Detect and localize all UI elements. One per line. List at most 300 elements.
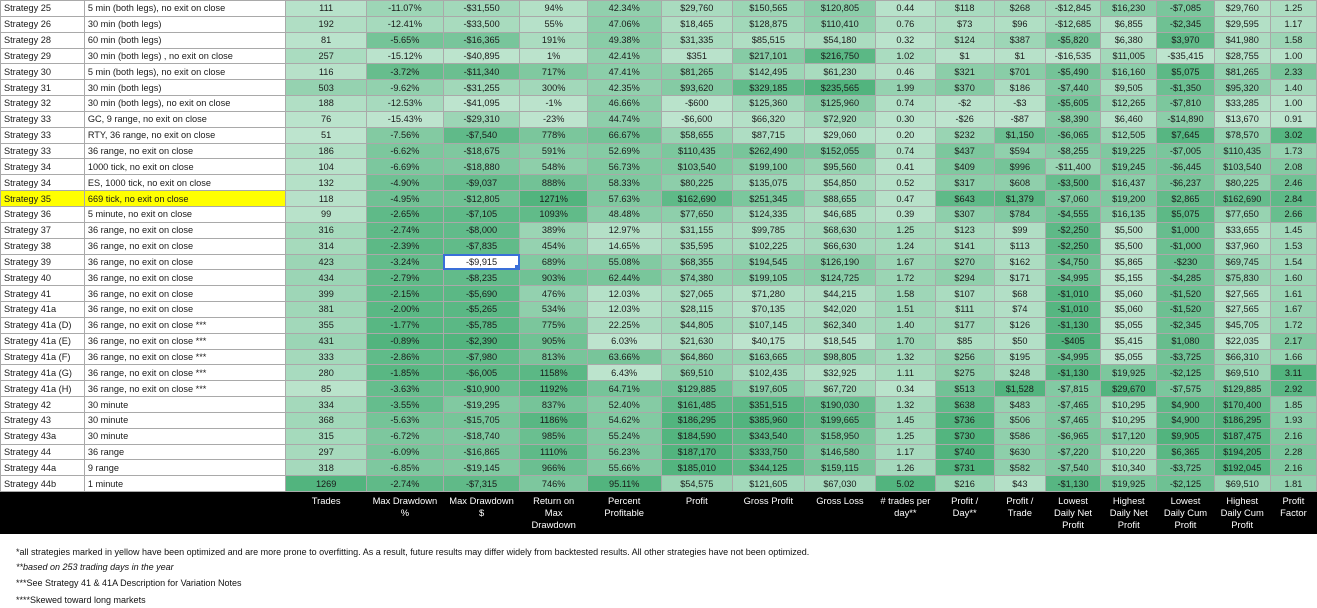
metric-cell[interactable]: 14.65% [587, 238, 661, 254]
metric-cell[interactable]: -4.95% [367, 191, 444, 207]
metric-cell[interactable]: 57.63% [587, 191, 661, 207]
strategy-description-cell[interactable]: 30 minute [84, 412, 285, 428]
metric-cell[interactable]: $186 [994, 80, 1045, 96]
metric-cell[interactable]: -$1,130 [1045, 476, 1100, 492]
metric-cell[interactable]: $29,760 [661, 1, 733, 17]
metric-cell[interactable]: 63.66% [587, 349, 661, 365]
column-header[interactable]: Gross Profit [733, 492, 805, 534]
metric-cell[interactable]: -3.24% [367, 254, 444, 270]
metric-cell[interactable]: $68,630 [804, 222, 876, 238]
metric-cell[interactable]: $125,960 [804, 96, 876, 112]
metric-cell[interactable]: 399 [286, 286, 367, 302]
metric-cell[interactable]: $187,170 [661, 444, 733, 460]
metric-cell[interactable]: $262,490 [733, 143, 805, 159]
metric-cell[interactable]: 95.11% [587, 476, 661, 492]
metric-cell[interactable]: -2.74% [367, 476, 444, 492]
metric-cell[interactable]: 297 [286, 444, 367, 460]
strategy-description-cell[interactable]: ES, 1000 tick, no exit on close [84, 175, 285, 191]
strategy-description-cell[interactable]: 1000 tick, no exit on close [84, 159, 285, 175]
metric-cell[interactable]: 2.16 [1270, 428, 1316, 444]
metric-cell[interactable]: $124,335 [733, 206, 805, 222]
strategy-description-cell[interactable]: 36 range, no exit on close [84, 254, 285, 270]
metric-cell[interactable]: -$14,890 [1157, 111, 1214, 127]
metric-cell[interactable]: $10,220 [1101, 444, 1157, 460]
metric-cell[interactable]: $351 [661, 48, 733, 64]
metric-cell[interactable]: $171 [994, 270, 1045, 286]
metric-cell[interactable]: -$5,265 [443, 302, 520, 318]
metric-cell[interactable]: $5,500 [1101, 222, 1157, 238]
column-header[interactable] [1, 492, 85, 534]
metric-cell[interactable]: 503 [286, 80, 367, 96]
metric-cell[interactable]: $146,580 [804, 444, 876, 460]
metric-cell[interactable]: 389% [520, 222, 587, 238]
strategy-name-cell[interactable]: Strategy 33 [1, 111, 85, 127]
metric-cell[interactable]: 1.73 [1270, 143, 1316, 159]
metric-cell[interactable]: $370 [935, 80, 994, 96]
strategy-description-cell[interactable]: 60 min (both legs) [84, 32, 285, 48]
metric-cell[interactable]: $329,185 [733, 80, 805, 96]
metric-cell[interactable]: $44,805 [661, 317, 733, 333]
column-header[interactable]: Max Drawdown % [367, 492, 444, 534]
metric-cell[interactable]: 44.74% [587, 111, 661, 127]
metric-cell[interactable]: 99 [286, 206, 367, 222]
metric-cell[interactable]: $85 [935, 333, 994, 349]
metric-cell[interactable]: $5,055 [1101, 349, 1157, 365]
metric-cell[interactable]: $129,885 [1214, 381, 1270, 397]
strategy-description-cell[interactable]: 9 range [84, 460, 285, 476]
metric-cell[interactable]: $72,920 [804, 111, 876, 127]
metric-cell[interactable]: 0.20 [876, 127, 935, 143]
metric-cell[interactable]: -$15,705 [443, 412, 520, 428]
strategy-name-cell[interactable]: Strategy 34 [1, 159, 85, 175]
metric-cell[interactable]: -$7,060 [1045, 191, 1100, 207]
metric-cell[interactable]: $77,650 [1214, 206, 1270, 222]
metric-cell[interactable]: $152,055 [804, 143, 876, 159]
metric-cell[interactable]: -1.77% [367, 317, 444, 333]
metric-cell[interactable]: $5,155 [1101, 270, 1157, 286]
metric-cell[interactable]: 3.02 [1270, 127, 1316, 143]
metric-cell[interactable]: $16,437 [1101, 175, 1157, 191]
metric-cell[interactable]: $66,320 [733, 111, 805, 127]
metric-cell[interactable]: 0.39 [876, 206, 935, 222]
metric-cell[interactable]: -$7,810 [1157, 96, 1214, 112]
metric-cell[interactable]: $387 [994, 32, 1045, 48]
metric-cell[interactable]: $99 [994, 222, 1045, 238]
metric-cell[interactable]: 2.33 [1270, 64, 1316, 80]
metric-cell[interactable]: $29,595 [1214, 16, 1270, 32]
metric-cell[interactable]: -1.85% [367, 365, 444, 381]
metric-cell[interactable]: -$6,005 [443, 365, 520, 381]
metric-cell[interactable]: -2.15% [367, 286, 444, 302]
strategy-name-cell[interactable]: Strategy 43 [1, 412, 85, 428]
metric-cell[interactable]: 985% [520, 428, 587, 444]
metric-cell[interactable]: -3.72% [367, 64, 444, 80]
metric-cell[interactable]: $22,035 [1214, 333, 1270, 349]
metric-cell[interactable]: $73 [935, 16, 994, 32]
metric-cell[interactable]: $162 [994, 254, 1045, 270]
metric-cell[interactable]: -2.74% [367, 222, 444, 238]
metric-cell[interactable]: 315 [286, 428, 367, 444]
metric-cell[interactable]: 813% [520, 349, 587, 365]
metric-cell[interactable]: 42.35% [587, 80, 661, 96]
metric-cell[interactable]: $19,225 [1101, 143, 1157, 159]
strategy-name-cell[interactable]: Strategy 25 [1, 1, 85, 17]
metric-cell[interactable]: $98,805 [804, 349, 876, 365]
metric-cell[interactable]: $1 [994, 48, 1045, 64]
strategy-description-cell[interactable]: 669 tick, no exit on close [84, 191, 285, 207]
strategy-name-cell[interactable]: Strategy 39 [1, 254, 85, 270]
strategy-name-cell[interactable]: Strategy 37 [1, 222, 85, 238]
metric-cell[interactable]: 1271% [520, 191, 587, 207]
metric-cell[interactable]: -$7,540 [443, 127, 520, 143]
metric-cell[interactable]: $95,320 [1214, 80, 1270, 96]
metric-cell[interactable]: $186,295 [1214, 412, 1270, 428]
metric-cell[interactable]: $96 [994, 16, 1045, 32]
metric-cell[interactable]: 355 [286, 317, 367, 333]
column-header[interactable]: Profit / Trade [994, 492, 1045, 534]
metric-cell[interactable]: -$11,340 [443, 64, 520, 80]
metric-cell[interactable]: $28,755 [1214, 48, 1270, 64]
metric-cell[interactable]: 52.40% [587, 397, 661, 413]
metric-cell[interactable]: 1.25 [876, 222, 935, 238]
metric-cell[interactable]: 55% [520, 16, 587, 32]
metric-cell[interactable]: $42,020 [804, 302, 876, 318]
metric-cell[interactable]: -$2,345 [1157, 317, 1214, 333]
column-header[interactable]: Gross Loss [804, 492, 876, 534]
metric-cell[interactable]: -$12,805 [443, 191, 520, 207]
metric-cell[interactable]: -$1,130 [1045, 365, 1100, 381]
column-header[interactable]: Percent Profitable [587, 492, 661, 534]
metric-cell[interactable]: $121,605 [733, 476, 805, 492]
strategy-description-cell[interactable]: 36 range, no exit on close [84, 143, 285, 159]
metric-cell[interactable]: -$7,440 [1045, 80, 1100, 96]
metric-cell[interactable]: $17,120 [1101, 428, 1157, 444]
metric-cell[interactable]: 12.03% [587, 302, 661, 318]
metric-cell[interactable]: 0.74 [876, 96, 935, 112]
metric-cell[interactable]: -$5,690 [443, 286, 520, 302]
metric-cell[interactable]: $19,925 [1101, 476, 1157, 492]
metric-cell[interactable]: $118 [935, 1, 994, 17]
metric-cell[interactable]: 1.61 [1270, 286, 1316, 302]
metric-cell[interactable]: $102,435 [733, 365, 805, 381]
metric-cell[interactable]: 1.53 [1270, 238, 1316, 254]
metric-cell[interactable]: $996 [994, 159, 1045, 175]
metric-cell[interactable]: 2.66 [1270, 206, 1316, 222]
metric-cell[interactable]: -5.65% [367, 32, 444, 48]
metric-cell[interactable]: -15.12% [367, 48, 444, 64]
metric-cell[interactable]: $33,285 [1214, 96, 1270, 112]
metric-cell[interactable]: -$7,005 [1157, 143, 1214, 159]
metric-cell[interactable]: 1.11 [876, 365, 935, 381]
metric-cell[interactable]: $67,030 [804, 476, 876, 492]
metric-cell[interactable]: -$12,845 [1045, 1, 1100, 17]
metric-cell[interactable]: 837% [520, 397, 587, 413]
metric-cell[interactable]: $162,690 [661, 191, 733, 207]
metric-cell[interactable]: 1.67 [1270, 302, 1316, 318]
metric-cell[interactable]: $1,150 [994, 127, 1045, 143]
metric-cell[interactable]: -$1,520 [1157, 302, 1214, 318]
metric-cell[interactable]: 104 [286, 159, 367, 175]
metric-cell[interactable]: 1.72 [876, 270, 935, 286]
metric-cell[interactable]: 111 [286, 1, 367, 17]
metric-cell[interactable]: 1.51 [876, 302, 935, 318]
metric-cell[interactable]: $128,875 [733, 16, 805, 32]
metric-cell[interactable]: -$9,037 [443, 175, 520, 191]
metric-cell[interactable]: 1.24 [876, 238, 935, 254]
metric-cell[interactable]: $594 [994, 143, 1045, 159]
metric-cell[interactable]: $5,055 [1101, 317, 1157, 333]
metric-cell[interactable]: $81,265 [661, 64, 733, 80]
metric-cell[interactable]: 6.43% [587, 365, 661, 381]
metric-cell[interactable]: -$1,010 [1045, 286, 1100, 302]
metric-cell[interactable]: $5,075 [1157, 64, 1214, 80]
strategy-name-cell[interactable]: Strategy 32 [1, 96, 85, 112]
strategy-name-cell[interactable]: Strategy 44b [1, 476, 85, 492]
metric-cell[interactable]: 1.66 [1270, 349, 1316, 365]
metric-cell[interactable]: -2.65% [367, 206, 444, 222]
strategy-name-cell[interactable]: Strategy 41 [1, 286, 85, 302]
strategy-name-cell[interactable]: Strategy 43a [1, 428, 85, 444]
column-header[interactable]: Highest Daily Net Profit [1101, 492, 1157, 534]
strategy-description-cell[interactable]: 36 range, no exit on close [84, 238, 285, 254]
strategy-name-cell[interactable]: Strategy 41a (H) [1, 381, 85, 397]
metric-cell[interactable]: $9,505 [1101, 80, 1157, 96]
metric-cell[interactable]: $192,045 [1214, 460, 1270, 476]
metric-cell[interactable]: $784 [994, 206, 1045, 222]
metric-cell[interactable]: $5,060 [1101, 286, 1157, 302]
metric-cell[interactable]: $126,190 [804, 254, 876, 270]
metric-cell[interactable]: $351,515 [733, 397, 805, 413]
metric-cell[interactable]: 1158% [520, 365, 587, 381]
strategy-description-cell[interactable]: 30 min (both legs) [84, 80, 285, 96]
metric-cell[interactable]: -$7,980 [443, 349, 520, 365]
metric-cell[interactable]: 81 [286, 32, 367, 48]
metric-cell[interactable]: 1.72 [1270, 317, 1316, 333]
metric-cell[interactable]: $731 [935, 460, 994, 476]
metric-cell[interactable]: $1 [935, 48, 994, 64]
metric-cell[interactable]: $45,705 [1214, 317, 1270, 333]
metric-cell[interactable]: $124 [935, 32, 994, 48]
metric-cell[interactable]: 1.60 [1270, 270, 1316, 286]
metric-cell[interactable]: -3.63% [367, 381, 444, 397]
metric-cell[interactable]: 1110% [520, 444, 587, 460]
strategy-description-cell[interactable]: 36 range, no exit on close [84, 302, 285, 318]
metric-cell[interactable]: $31,335 [661, 32, 733, 48]
metric-cell[interactable]: $437 [935, 143, 994, 159]
strategy-name-cell[interactable]: Strategy 44 [1, 444, 85, 460]
metric-cell[interactable]: -$33,500 [443, 16, 520, 32]
metric-cell[interactable]: $638 [935, 397, 994, 413]
metric-cell[interactable]: $88,655 [804, 191, 876, 207]
metric-cell[interactable]: 48.48% [587, 206, 661, 222]
strategy-description-cell[interactable]: 36 range [84, 444, 285, 460]
strategy-description-cell[interactable]: 36 range, no exit on close [84, 222, 285, 238]
metric-cell[interactable]: 966% [520, 460, 587, 476]
metric-cell[interactable]: 47.41% [587, 64, 661, 80]
column-header[interactable]: Max Drawdown $ [443, 492, 520, 534]
metric-cell[interactable]: -$3,725 [1157, 349, 1214, 365]
metric-cell[interactable]: -$16,535 [1045, 48, 1100, 64]
metric-cell[interactable]: -$10,900 [443, 381, 520, 397]
metric-cell[interactable]: 0.76 [876, 16, 935, 32]
metric-cell[interactable]: 1186% [520, 412, 587, 428]
metric-cell[interactable]: $31,155 [661, 222, 733, 238]
metric-cell[interactable]: -$2,125 [1157, 476, 1214, 492]
metric-cell[interactable]: $3,970 [1157, 32, 1214, 48]
strategy-name-cell[interactable]: Strategy 41a (E) [1, 333, 85, 349]
metric-cell[interactable]: $69,510 [661, 365, 733, 381]
metric-cell[interactable]: $159,115 [804, 460, 876, 476]
metric-cell[interactable]: -$2,250 [1045, 222, 1100, 238]
metric-cell[interactable]: $12,265 [1101, 96, 1157, 112]
metric-cell[interactable]: $4,900 [1157, 397, 1214, 413]
metric-cell[interactable]: -$3,725 [1157, 460, 1214, 476]
metric-cell[interactable]: $28,115 [661, 302, 733, 318]
metric-cell[interactable]: -$4,750 [1045, 254, 1100, 270]
metric-cell[interactable]: $170,400 [1214, 397, 1270, 413]
metric-cell[interactable]: $643 [935, 191, 994, 207]
metric-cell[interactable]: $608 [994, 175, 1045, 191]
strategy-description-cell[interactable]: 36 range, no exit on close *** [84, 317, 285, 333]
metric-cell[interactable]: $162,690 [1214, 191, 1270, 207]
metric-cell[interactable]: -$31,255 [443, 80, 520, 96]
metric-cell[interactable]: 0.46 [876, 64, 935, 80]
metric-cell[interactable]: $27,565 [1214, 302, 1270, 318]
column-header[interactable]: Lowest Daily Cum Profit [1157, 492, 1214, 534]
metric-cell[interactable]: $32,925 [804, 365, 876, 381]
metric-cell[interactable]: 746% [520, 476, 587, 492]
metric-cell[interactable]: -12.53% [367, 96, 444, 112]
metric-cell[interactable]: $74 [994, 302, 1045, 318]
metric-cell[interactable]: 431 [286, 333, 367, 349]
metric-cell[interactable]: $43 [994, 476, 1045, 492]
strategy-description-cell[interactable]: 30 minute [84, 397, 285, 413]
metric-cell[interactable]: $107,145 [733, 317, 805, 333]
metric-cell[interactable]: -2.39% [367, 238, 444, 254]
metric-cell[interactable]: -$5,820 [1045, 32, 1100, 48]
metric-cell[interactable]: 55.24% [587, 428, 661, 444]
metric-cell[interactable]: -11.07% [367, 1, 444, 17]
metric-cell[interactable]: $409 [935, 159, 994, 175]
metric-cell[interactable]: -$5,605 [1045, 96, 1100, 112]
metric-cell[interactable]: 42.41% [587, 48, 661, 64]
metric-cell[interactable]: $199,100 [733, 159, 805, 175]
metric-cell[interactable]: -5.63% [367, 412, 444, 428]
strategy-name-cell[interactable]: Strategy 44a [1, 460, 85, 476]
metric-cell[interactable]: 1.00 [1270, 48, 1316, 64]
metric-cell[interactable]: -$7,815 [1045, 381, 1100, 397]
metric-cell[interactable]: $630 [994, 444, 1045, 460]
metric-cell[interactable]: -$18,880 [443, 159, 520, 175]
metric-cell[interactable]: -$18,675 [443, 143, 520, 159]
metric-cell[interactable]: -6.72% [367, 428, 444, 444]
metric-cell[interactable]: 6.03% [587, 333, 661, 349]
metric-cell[interactable]: -$2 [935, 96, 994, 112]
metric-cell[interactable]: $235,565 [804, 80, 876, 96]
metric-cell[interactable]: $68 [994, 286, 1045, 302]
metric-cell[interactable]: $110,410 [804, 16, 876, 32]
strategy-description-cell[interactable]: 30 min (both legs) , no exit on close [84, 48, 285, 64]
metric-cell[interactable]: 2.08 [1270, 159, 1316, 175]
metric-cell[interactable]: $161,485 [661, 397, 733, 413]
metric-cell[interactable]: -$1,130 [1045, 317, 1100, 333]
metric-cell[interactable]: $186,295 [661, 412, 733, 428]
metric-cell[interactable]: -$41,095 [443, 96, 520, 112]
metric-cell[interactable]: $270 [935, 254, 994, 270]
metric-cell[interactable]: -15.43% [367, 111, 444, 127]
metric-cell[interactable]: $163,665 [733, 349, 805, 365]
metric-cell[interactable]: 2.46 [1270, 175, 1316, 191]
metric-cell[interactable]: $141 [935, 238, 994, 254]
metric-cell[interactable]: -$87 [994, 111, 1045, 127]
metric-cell[interactable]: -$4,995 [1045, 349, 1100, 365]
metric-cell[interactable]: -$40,895 [443, 48, 520, 64]
strategy-name-cell[interactable]: Strategy 33 [1, 127, 85, 143]
metric-cell[interactable]: 1192% [520, 381, 587, 397]
metric-cell[interactable]: 192 [286, 16, 367, 32]
metric-cell[interactable]: 2.17 [1270, 333, 1316, 349]
metric-cell[interactable]: 1.40 [1270, 80, 1316, 96]
metric-cell[interactable]: $582 [994, 460, 1045, 476]
metric-cell[interactable]: 54.62% [587, 412, 661, 428]
metric-cell[interactable]: $68,355 [661, 254, 733, 270]
strategy-name-cell[interactable]: Strategy 28 [1, 32, 85, 48]
metric-cell[interactable]: 1.17 [876, 444, 935, 460]
metric-cell[interactable]: -$2,390 [443, 333, 520, 349]
metric-cell[interactable]: 1% [520, 48, 587, 64]
metric-cell[interactable]: -$600 [661, 96, 733, 112]
strategy-name-cell[interactable]: Strategy 29 [1, 48, 85, 64]
metric-cell[interactable]: -$1,000 [1157, 238, 1214, 254]
metric-cell[interactable]: -6.85% [367, 460, 444, 476]
metric-cell[interactable]: 905% [520, 333, 587, 349]
column-header[interactable]: Trades [286, 492, 367, 534]
metric-cell[interactable]: $80,225 [661, 175, 733, 191]
metric-cell[interactable]: -$6,965 [1045, 428, 1100, 444]
metric-cell[interactable]: $103,540 [661, 159, 733, 175]
metric-cell[interactable]: -$6,237 [1157, 175, 1214, 191]
metric-cell[interactable]: $232 [935, 127, 994, 143]
strategy-description-cell[interactable]: 1 minute [84, 476, 285, 492]
metric-cell[interactable]: -7.56% [367, 127, 444, 143]
metric-cell[interactable]: 12.03% [587, 286, 661, 302]
metric-cell[interactable]: 47.06% [587, 16, 661, 32]
metric-cell[interactable]: 381 [286, 302, 367, 318]
metric-cell[interactable]: -$7,085 [1157, 1, 1214, 17]
metric-cell[interactable]: $69,745 [1214, 254, 1270, 270]
metric-cell[interactable]: $344,125 [733, 460, 805, 476]
metric-cell[interactable]: 188 [286, 96, 367, 112]
metric-cell[interactable]: $150,565 [733, 1, 805, 17]
metric-cell[interactable]: $701 [994, 64, 1045, 80]
metric-cell[interactable]: 903% [520, 270, 587, 286]
metric-cell[interactable]: -$1,350 [1157, 80, 1214, 96]
metric-cell[interactable]: $187,475 [1214, 428, 1270, 444]
strategy-name-cell[interactable]: Strategy 41a (G) [1, 365, 85, 381]
metric-cell[interactable]: 56.23% [587, 444, 661, 460]
metric-cell[interactable]: -$5,490 [1045, 64, 1100, 80]
metric-cell[interactable]: $513 [935, 381, 994, 397]
metric-cell[interactable]: 55.66% [587, 460, 661, 476]
metric-cell[interactable]: $80,225 [1214, 175, 1270, 191]
metric-cell[interactable]: $16,230 [1101, 1, 1157, 17]
metric-cell[interactable]: -$35,415 [1157, 48, 1214, 64]
metric-cell[interactable]: -$1,010 [1045, 302, 1100, 318]
metric-cell[interactable]: -$8,255 [1045, 143, 1100, 159]
metric-cell[interactable]: $736 [935, 412, 994, 428]
metric-cell[interactable]: $2,865 [1157, 191, 1214, 207]
metric-cell[interactable]: -3.55% [367, 397, 444, 413]
